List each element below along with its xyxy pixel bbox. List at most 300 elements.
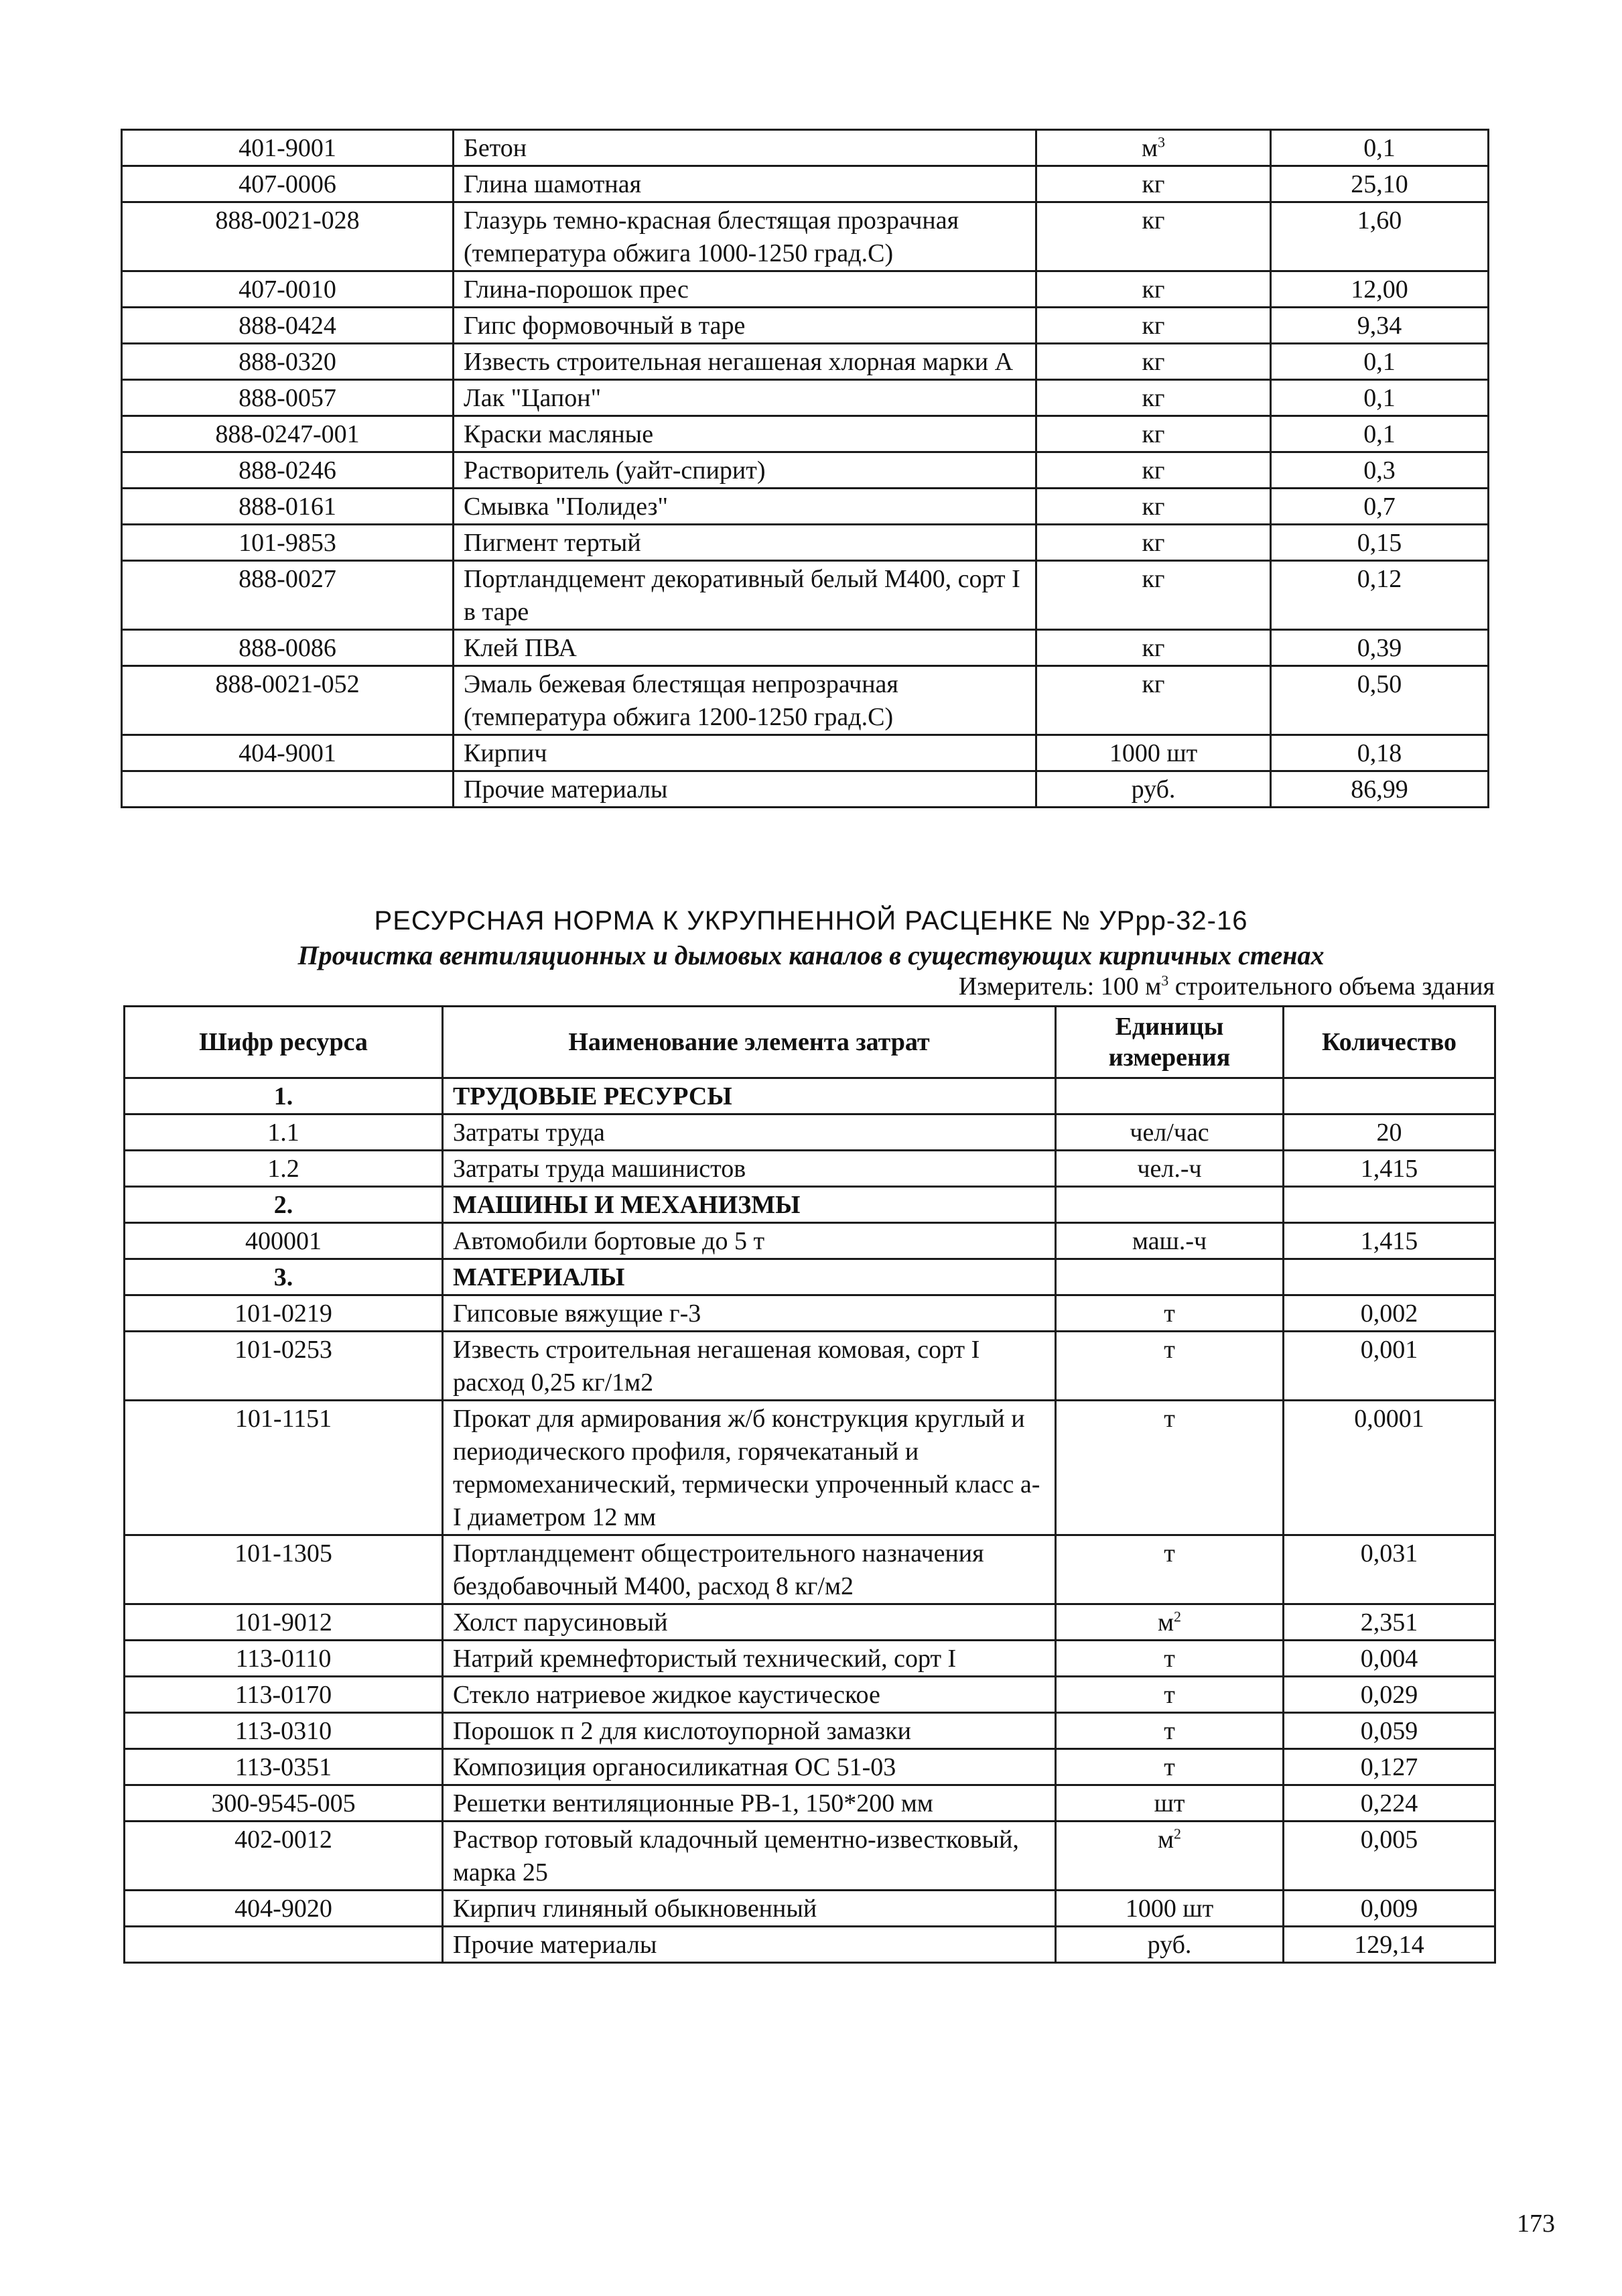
- cell-code: [122, 452, 454, 489]
- cell-unit: [1056, 1641, 1284, 1677]
- cell-name-text: Стекло натриевое жидкое каустическое: [453, 1681, 880, 1709]
- cell-code: [122, 735, 454, 771]
- cell-code-text: 101-9853: [239, 529, 336, 557]
- cell-name-text: Портландцемент общестроительного назначения бездобавочный М400, расход 8 кг/м2: [453, 1539, 984, 1600]
- section-row: [125, 1078, 1495, 1114]
- cell-code-text: 101-9012: [234, 1608, 332, 1637]
- cell-qty: [1284, 1259, 1495, 1295]
- header-code: Шифр ресурса: [125, 1007, 443, 1078]
- cell-qty-text: 0,3: [1363, 456, 1396, 485]
- cell-code-text: 1.2: [267, 1155, 299, 1183]
- cell-code: [122, 271, 454, 308]
- cell-name: [454, 202, 1036, 271]
- cell-code-text: 888-0027: [239, 565, 336, 593]
- resource-norm-table-body: [125, 1078, 1495, 1963]
- cell-qty: [1284, 1151, 1495, 1187]
- cell-unit: [1056, 1927, 1284, 1963]
- cell-code-text: 407-0006: [239, 170, 336, 198]
- cell-qty: [1271, 166, 1489, 202]
- meter-superscript: 3: [1161, 972, 1169, 989]
- cell-unit: [1056, 1401, 1284, 1535]
- cell-code: [122, 416, 454, 452]
- cell-qty-text: 0,50: [1357, 670, 1402, 698]
- cell-unit-text: м: [1157, 1608, 1174, 1637]
- cell-name: [454, 489, 1036, 525]
- cell-qty: [1271, 525, 1489, 561]
- cell-name: [454, 666, 1036, 735]
- table-row: [125, 1713, 1495, 1749]
- cell-name: [443, 1604, 1056, 1641]
- table-row: [125, 1749, 1495, 1785]
- table-header-row: [125, 1007, 1495, 1078]
- cell-name: [443, 1151, 1056, 1187]
- cell-code: [122, 489, 454, 525]
- cell-qty: [1284, 1713, 1495, 1749]
- table-row: [122, 735, 1489, 771]
- table-row: [122, 525, 1489, 561]
- cell-qty: [1284, 1401, 1495, 1535]
- cell-qty: [1284, 1822, 1495, 1891]
- cell-unit: [1056, 1785, 1284, 1822]
- cell-qty-text: 0,7: [1363, 493, 1396, 521]
- cell-name-text: Автомобили бортовые до 5 т: [453, 1227, 765, 1255]
- cell-name-text: Портландцемент декоративный белый М400, сорт I в таре: [464, 565, 1020, 626]
- cell-code-text: 113-0351: [234, 1753, 332, 1781]
- cell-name-text: Глазурь темно-красная блестящая прозрачная (температура обжига 1000-1250 град.С): [464, 206, 959, 267]
- header-unit: Единицы измерения: [1056, 1007, 1284, 1078]
- cell-qty: [1271, 416, 1489, 452]
- cell-code: [125, 1114, 443, 1151]
- cell-qty: [1271, 202, 1489, 271]
- cell-qty: [1284, 1604, 1495, 1641]
- cell-name: [454, 735, 1036, 771]
- cell-name: [443, 1187, 1056, 1223]
- cell-unit: [1056, 1604, 1284, 1641]
- table-row: [125, 1151, 1495, 1187]
- cell-code-text: 400001: [245, 1227, 322, 1255]
- cell-unit: [1056, 1677, 1284, 1713]
- cell-unit: [1056, 1295, 1284, 1332]
- meter-suffix: строительного объема здания: [1168, 972, 1495, 1001]
- cell-code: [125, 1604, 443, 1641]
- cell-unit-text: чел/час: [1130, 1119, 1209, 1147]
- cell-name-text: Эмаль бежевая блестящая непрозрачная (температура обжига 1200-1250 град.С): [464, 670, 898, 731]
- header-name: Наименование элемента затрат: [443, 1007, 1056, 1078]
- page-number: 173: [1517, 2210, 1555, 2238]
- cell-code: [122, 130, 454, 166]
- cell-code: [125, 1749, 443, 1785]
- table-row: [122, 630, 1489, 666]
- cell-qty: [1271, 771, 1489, 808]
- cell-unit-text: т: [1164, 1405, 1175, 1433]
- cell-name: [443, 1822, 1056, 1891]
- cell-name-text: Композиция органосиликатная ОС 51-03: [453, 1753, 896, 1781]
- cell-code-text: 113-0310: [234, 1717, 332, 1745]
- cell-name: [443, 1891, 1056, 1927]
- cell-unit-text: кг: [1142, 348, 1165, 376]
- cell-qty: [1284, 1641, 1495, 1677]
- cell-unit-sup: 2: [1174, 1825, 1182, 1842]
- cell-qty: [1271, 271, 1489, 308]
- cell-name-text: Натрий кремнефтористый технический, сорт I: [453, 1645, 957, 1673]
- cell-code: [125, 1677, 443, 1713]
- cell-qty-text: 0,127: [1360, 1753, 1418, 1781]
- cell-name: [443, 1785, 1056, 1822]
- cell-unit: [1036, 561, 1271, 630]
- cell-qty-text: 0,002: [1360, 1299, 1418, 1328]
- cell-unit-text: т: [1164, 1539, 1175, 1568]
- cell-code-text: 113-0110: [235, 1645, 332, 1673]
- cell-qty-text: 2,351: [1360, 1608, 1418, 1637]
- cell-code-text: 1.1: [267, 1119, 299, 1147]
- cell-qty: [1271, 452, 1489, 489]
- cell-unit: [1036, 166, 1271, 202]
- cell-qty-text: 0,029: [1360, 1681, 1418, 1709]
- cell-unit-text: кг: [1142, 493, 1165, 521]
- cell-name: [454, 271, 1036, 308]
- cell-name-text: Лак "Цапон": [464, 384, 602, 412]
- cell-unit: [1056, 1535, 1284, 1604]
- cell-name: [454, 771, 1036, 808]
- cell-qty-text: 1,415: [1360, 1155, 1418, 1183]
- cell-qty: [1284, 1535, 1495, 1604]
- cell-unit: [1036, 271, 1271, 308]
- cell-code: [125, 1535, 443, 1604]
- cell-name-text: Клей ПВА: [464, 634, 577, 662]
- cell-name-text: Решетки вентиляционные РВ-1, 150*200 мм: [453, 1789, 933, 1817]
- cell-code-text: 101-1305: [234, 1539, 332, 1568]
- cell-unit-text: м: [1157, 1826, 1174, 1854]
- cell-code: [125, 1151, 443, 1187]
- cell-code: [125, 1641, 443, 1677]
- cell-qty-text: 0,001: [1360, 1336, 1418, 1364]
- table-row: [122, 166, 1489, 202]
- cell-name-text: Кирпич: [464, 739, 547, 767]
- cell-name: [454, 525, 1036, 561]
- cell-unit: [1056, 1259, 1284, 1295]
- table-row: [125, 1401, 1495, 1535]
- cell-unit-text: кг: [1142, 275, 1165, 304]
- table-row: [125, 1332, 1495, 1401]
- table-row: [122, 666, 1489, 735]
- table-row: [122, 308, 1489, 344]
- section-row: [125, 1259, 1495, 1295]
- cell-code-text: 404-9001: [239, 739, 336, 767]
- cell-name-text: Кирпич глиняный обыкновенный: [453, 1895, 817, 1923]
- cell-qty-text: 0,39: [1357, 634, 1402, 662]
- cell-qty-text: 0,12: [1357, 565, 1402, 593]
- cell-qty: [1284, 1891, 1495, 1927]
- cell-qty: [1284, 1749, 1495, 1785]
- cell-unit: [1056, 1822, 1284, 1891]
- cell-code: [122, 561, 454, 630]
- table-row: [122, 452, 1489, 489]
- cell-code: [125, 1401, 443, 1535]
- cell-unit-text: т: [1164, 1299, 1175, 1328]
- cell-qty-text: 0,0001: [1354, 1405, 1424, 1433]
- table-row: [122, 271, 1489, 308]
- cell-code: [122, 202, 454, 271]
- cell-qty: [1284, 1078, 1495, 1114]
- cell-name: [443, 1223, 1056, 1259]
- cell-unit-text: кг: [1142, 312, 1165, 340]
- cell-code: [125, 1259, 443, 1295]
- cell-unit-text: т: [1164, 1336, 1175, 1364]
- cell-code-text: 101-0253: [234, 1336, 332, 1364]
- cell-unit-text: чел.-ч: [1137, 1155, 1202, 1183]
- cell-name-text: Глина шамотная: [464, 170, 642, 198]
- resource-norm-title: РЕСУРСНАЯ НОРМА К УКРУПНЕННОЙ РАСЦЕНКЕ № УРрр-32-16: [374, 906, 1248, 936]
- cell-unit: [1036, 202, 1271, 271]
- cell-qty-text: 0,009: [1360, 1895, 1418, 1923]
- cell-unit-text: кг: [1142, 670, 1165, 698]
- cell-code: [125, 1223, 443, 1259]
- table-row: [125, 1295, 1495, 1332]
- cell-unit-text: т: [1164, 1717, 1175, 1745]
- materials-table-top: [121, 129, 1489, 808]
- cell-qty: [1271, 561, 1489, 630]
- table-row: [125, 1677, 1495, 1713]
- cell-name: [443, 1749, 1056, 1785]
- cell-code: [125, 1078, 443, 1114]
- cell-name: [443, 1641, 1056, 1677]
- cell-unit-text: т: [1164, 1645, 1175, 1673]
- cell-name: [454, 166, 1036, 202]
- cell-qty-text: 129,14: [1354, 1931, 1424, 1959]
- table-row: [125, 1891, 1495, 1927]
- cell-code: [125, 1332, 443, 1401]
- cell-code-text: 888-0086: [239, 634, 336, 662]
- cell-name: [443, 1535, 1056, 1604]
- cell-name-text: Смывка "Полидез": [464, 493, 669, 521]
- cell-unit: [1056, 1749, 1284, 1785]
- cell-qty: [1284, 1927, 1495, 1963]
- cell-name: [454, 630, 1036, 666]
- cell-code-text: 401-9001: [239, 134, 336, 162]
- cell-unit: [1036, 452, 1271, 489]
- cell-unit-text: маш.-ч: [1132, 1227, 1207, 1255]
- cell-qty: [1271, 630, 1489, 666]
- cell-unit: [1036, 525, 1271, 561]
- cell-code-text: 1.: [273, 1082, 293, 1110]
- cell-unit-text: т: [1164, 1681, 1175, 1709]
- cell-name: [443, 1927, 1056, 1963]
- cell-name-text: Прокат для армирования ж/б конструкция круглый и периодического профиля, горячекатаный и термомеханический, термически упроченный класс а-I диаметром 12 мм: [453, 1405, 1040, 1531]
- table-row: [122, 380, 1489, 416]
- cell-qty-text: 1,415: [1360, 1227, 1418, 1255]
- cell-name-text: Прочие материалы: [453, 1931, 657, 1959]
- cell-qty: [1271, 344, 1489, 380]
- table-row: [125, 1114, 1495, 1151]
- cell-qty: [1284, 1332, 1495, 1401]
- cell-unit-text: кг: [1142, 456, 1165, 485]
- cell-unit: [1056, 1332, 1284, 1401]
- cell-name-text: Растворитель (уайт-спирит): [464, 456, 766, 485]
- cell-unit-text: кг: [1142, 206, 1165, 235]
- cell-unit-text: кг: [1142, 170, 1165, 198]
- cell-qty: [1284, 1187, 1495, 1223]
- cell-name-text: Известь строительная негашеная комовая, сорт I расход 0,25 кг/1м2: [453, 1336, 980, 1397]
- cell-name: [443, 1677, 1056, 1713]
- cell-code-text: 888-0246: [239, 456, 336, 485]
- cell-unit: [1056, 1078, 1284, 1114]
- cell-qty: [1271, 380, 1489, 416]
- table-row: [125, 1822, 1495, 1891]
- cell-name-text: Известь строительная негашеная хлорная марки А: [464, 348, 1014, 376]
- cell-unit-text: т: [1164, 1753, 1175, 1781]
- cell-code-text: 113-0170: [234, 1681, 332, 1709]
- cell-unit: [1056, 1187, 1284, 1223]
- cell-unit-sup: 3: [1158, 133, 1166, 151]
- cell-unit: [1036, 735, 1271, 771]
- cell-unit: [1036, 630, 1271, 666]
- table-row: [122, 202, 1489, 271]
- cell-code-text: 888-0424: [239, 312, 336, 340]
- cell-unit: [1036, 666, 1271, 735]
- cell-code: [122, 308, 454, 344]
- cell-name-text: Гипс формовочный в таре: [464, 312, 746, 340]
- cell-code: [125, 1713, 443, 1749]
- cell-code: [122, 525, 454, 561]
- cell-name-text: Пигмент тертый: [464, 529, 641, 557]
- cell-qty: [1284, 1785, 1495, 1822]
- cell-qty-text: 0,059: [1360, 1717, 1418, 1745]
- cell-name-text: МАШИНЫ И МЕХАНИЗМЫ: [453, 1191, 801, 1219]
- cell-unit-text: кг: [1142, 529, 1165, 557]
- table-row: [122, 771, 1489, 808]
- cell-code-text: 407-0010: [239, 275, 336, 304]
- cell-code: [122, 344, 454, 380]
- cell-unit-text: м: [1141, 134, 1158, 162]
- cell-unit-text: кг: [1142, 384, 1165, 412]
- cell-code: [125, 1187, 443, 1223]
- cell-qty-text: 0,1: [1363, 420, 1396, 448]
- cell-qty-text: 0,1: [1363, 384, 1396, 412]
- cell-code: [125, 1822, 443, 1891]
- cell-name: [454, 561, 1036, 630]
- cell-name: [443, 1713, 1056, 1749]
- cell-qty-text: 9,34: [1357, 312, 1402, 340]
- cell-name: [443, 1295, 1056, 1332]
- cell-unit-sup: 2: [1174, 1608, 1182, 1625]
- cell-unit: [1036, 771, 1271, 808]
- resource-norm-table: [123, 1005, 1496, 1964]
- cell-code-text: 101-0219: [234, 1299, 332, 1328]
- cell-code-text: 888-0320: [239, 348, 336, 376]
- cell-name-text: Холст парусиновый: [453, 1608, 668, 1637]
- cell-code-text: 888-0161: [239, 493, 336, 521]
- cell-qty: [1271, 735, 1489, 771]
- cell-name: [454, 452, 1036, 489]
- cell-code-text: 404-9020: [234, 1895, 332, 1923]
- table-row: [125, 1223, 1495, 1259]
- cell-unit: [1036, 344, 1271, 380]
- cell-code: [125, 1927, 443, 1963]
- table-row: [125, 1535, 1495, 1604]
- cell-qty-text: 0,005: [1360, 1826, 1418, 1854]
- cell-name: [454, 308, 1036, 344]
- cell-qty-text: 25,10: [1351, 170, 1408, 198]
- cell-name-text: ТРУДОВЫЕ РЕСУРСЫ: [453, 1082, 732, 1110]
- cell-unit-text: кг: [1142, 565, 1165, 593]
- cell-name: [443, 1332, 1056, 1401]
- cell-qty-text: 0,1: [1363, 134, 1396, 162]
- cell-code-text: 101-1151: [234, 1405, 332, 1433]
- cell-name: [443, 1114, 1056, 1151]
- table-row: [122, 561, 1489, 630]
- cell-qty: [1271, 308, 1489, 344]
- cell-qty: [1284, 1223, 1495, 1259]
- cell-qty-text: 0,15: [1357, 529, 1402, 557]
- cell-unit: [1036, 489, 1271, 525]
- cell-qty-text: 0,18: [1357, 739, 1402, 767]
- cell-name: [454, 416, 1036, 452]
- cell-qty-text: 0,031: [1360, 1539, 1418, 1568]
- cell-name-text: Порошок п 2 для кислотоупорной замазки: [453, 1717, 911, 1745]
- cell-code-text: 3.: [273, 1263, 293, 1291]
- cell-name-text: Краски масляные: [464, 420, 654, 448]
- cell-code: [122, 666, 454, 735]
- cell-unit-text: 1000 шт: [1125, 1895, 1214, 1923]
- cell-code: [122, 771, 454, 808]
- cell-name-text: Затраты труда машинистов: [453, 1155, 746, 1183]
- cell-name-text: МАТЕРИАЛЫ: [453, 1263, 625, 1291]
- cell-qty: [1284, 1114, 1495, 1151]
- cell-unit: [1036, 380, 1271, 416]
- cell-qty-text: 20: [1376, 1119, 1402, 1147]
- table-row: [125, 1785, 1495, 1822]
- cell-qty-text: 1,60: [1357, 206, 1402, 235]
- header-qty: Количество: [1284, 1007, 1495, 1078]
- table-row: [125, 1641, 1495, 1677]
- cell-unit-text: кг: [1142, 420, 1165, 448]
- cell-code-text: 888-0247-001: [215, 420, 360, 448]
- cell-unit-text: кг: [1142, 634, 1165, 662]
- cell-qty-text: 86,99: [1351, 775, 1408, 804]
- cell-code: [122, 630, 454, 666]
- cell-unit-text: 1000 шт: [1109, 739, 1198, 767]
- cell-qty-text: 12,00: [1351, 275, 1408, 304]
- cell-name: [443, 1259, 1056, 1295]
- cell-unit: [1056, 1891, 1284, 1927]
- cell-code: [122, 380, 454, 416]
- cell-qty: [1284, 1677, 1495, 1713]
- cell-qty-text: 0,004: [1360, 1645, 1418, 1673]
- resource-norm-subtitle: Прочистка вентиляционных и дымовых каналов в существующих кирпичных стенах: [297, 940, 1325, 970]
- cell-qty-text: 0,1: [1363, 348, 1396, 376]
- cell-name-text: Затраты труда: [453, 1119, 605, 1147]
- cell-unit: [1036, 308, 1271, 344]
- cell-unit: [1056, 1713, 1284, 1749]
- meter-prefix: Измеритель: 100 м: [958, 972, 1162, 1001]
- table-row: [125, 1604, 1495, 1641]
- materials-table-top-body: [122, 130, 1489, 808]
- cell-code-text: 2.: [273, 1191, 293, 1219]
- cell-qty: [1271, 489, 1489, 525]
- table-row: [122, 416, 1489, 452]
- cell-code: [125, 1891, 443, 1927]
- cell-unit: [1056, 1223, 1284, 1259]
- cell-code-text: 888-0021-028: [215, 206, 360, 235]
- cell-qty: [1284, 1295, 1495, 1332]
- cell-unit: [1036, 130, 1271, 166]
- cell-unit: [1056, 1114, 1284, 1151]
- cell-code: [125, 1785, 443, 1822]
- cell-name: [454, 344, 1036, 380]
- measurement-unit-line: [959, 972, 1495, 1001]
- cell-name-text: Глина-порошок прес: [464, 275, 689, 304]
- cell-qty: [1271, 130, 1489, 166]
